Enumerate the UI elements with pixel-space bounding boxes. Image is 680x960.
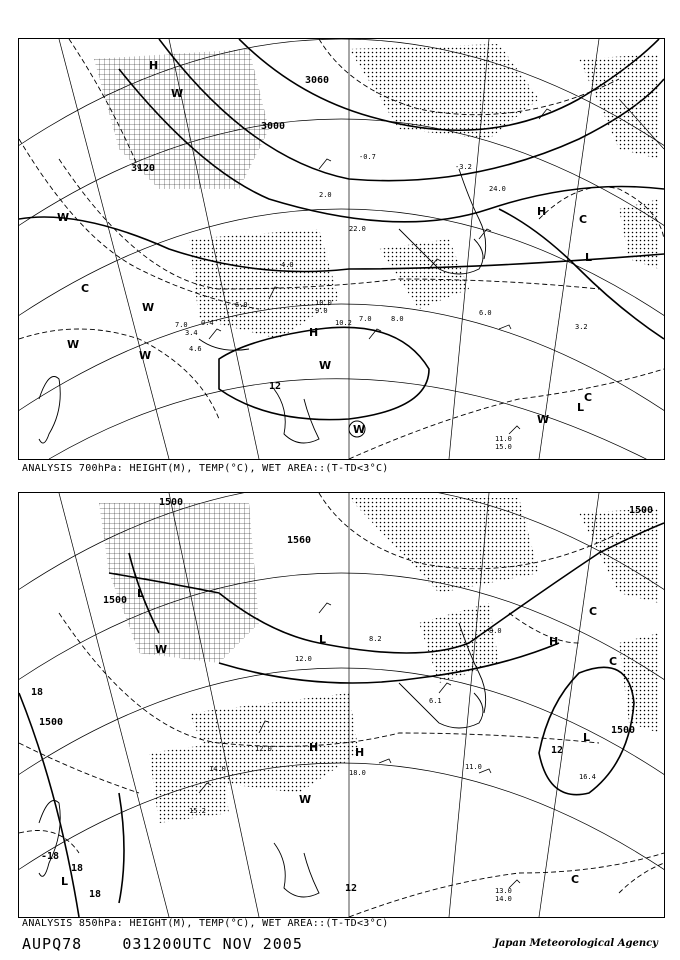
system-label: C [579,213,588,226]
system-label: W [319,359,332,372]
station-value: 10.2 [335,319,352,327]
station-value: 8.0 [489,627,502,635]
system-label: C [609,655,618,668]
station-value: -3.2 [455,163,472,171]
caption-700hpa: ANALYSIS 700hPa: HEIGHT(M), TEMP(°C), WET AREA::(T-TD<3°C) [22,463,389,474]
system-label: C [571,873,580,886]
system-label: W [57,211,70,224]
contour-label: 18 [89,889,102,900]
station-value: 14.0 [209,765,226,773]
station-value: 4.6 [189,345,202,353]
map-850hpa-canvas [19,493,664,917]
station-value: 7.0 [175,321,188,329]
contour-label: 1500 [629,505,654,516]
station-value: 10.0 [315,299,332,307]
analysis-timestamp: 031200UTC NOV 2005 [122,935,303,953]
agency-name: Japan Meteorological Agency [494,938,658,949]
station-value: 6.0 [235,301,248,309]
contour-label: 1560 [287,535,312,546]
station-value: 8.0 [391,315,404,323]
station-value: 15.2 [189,807,206,815]
system-label: W [537,413,550,426]
system-label: L [585,251,593,264]
station-value: 12.0 [295,655,312,663]
system-label: L [577,401,585,414]
contour-label: 12 [551,745,564,756]
station-value: 15.0 [495,443,512,451]
system-label: W [155,643,168,656]
system-label: W [67,338,80,351]
system-label: L [137,587,145,600]
station-value: 14.0 [495,895,512,903]
system-label: H [355,746,365,759]
station-value: 3.4 [185,329,198,337]
system-label: W [171,87,184,100]
station-value: 9.0 [315,307,328,315]
system-label: L [61,875,69,888]
system-label: L [319,633,327,646]
system-label: H [309,326,319,339]
station-value: 13.0 [495,887,512,895]
station-value: 24.0 [489,185,506,193]
system-label: W [353,423,366,436]
system-label: C [589,605,598,618]
station-value: 6.0 [479,309,492,317]
contour-label: 1500 [611,725,636,736]
contour-label: 1500 [39,717,64,728]
system-label: C [81,282,90,295]
station-value: 11.0 [465,763,482,771]
station-value: 16.4 [579,773,596,781]
station-value: 8.2 [369,635,382,643]
map-700hpa [18,38,665,460]
contour-label: 18 [71,863,84,874]
station-value: 3.2 [575,323,588,331]
caption-850hpa: ANALYSIS 850hPa: HEIGHT(M), TEMP(°C), WET AREA::(T-TD<3°C) [22,918,389,929]
station-value: 2.0 [319,191,332,199]
contour-label: -18 [41,851,60,862]
contour-label: 18 [31,687,44,698]
map-700hpa-canvas [19,39,664,459]
system-label: L [583,731,591,744]
contour-label: 3120 [131,163,156,174]
product-header [22,935,303,953]
product-code: AUPQ78 [22,935,83,953]
contour-label: 12 [269,381,282,392]
system-label: H [309,741,319,754]
system-label: H [149,59,159,72]
map-850hpa [18,492,665,918]
station-value: -0.7 [359,153,376,161]
system-label: H [537,205,547,218]
station-value: 22.0 [349,225,366,233]
station-value: 0.4 [201,319,214,327]
system-label: W [139,349,152,362]
contour-label: 1500 [159,497,184,508]
system-label: C [584,391,593,404]
station-value: 12.0 [255,745,272,753]
station-value: 4.0 [281,261,294,269]
station-value: 6.1 [429,697,442,705]
contour-label: 12 [345,883,358,894]
system-label: W [299,793,312,806]
station-value: 18.0 [349,769,366,777]
system-label: W [142,301,155,314]
contour-label: 1500 [103,595,128,606]
station-value: 7.0 [359,315,372,323]
contour-label: 3000 [261,121,286,132]
system-label: H [549,635,559,648]
station-value: 11.0 [495,435,512,443]
contour-label: 3060 [305,75,330,86]
